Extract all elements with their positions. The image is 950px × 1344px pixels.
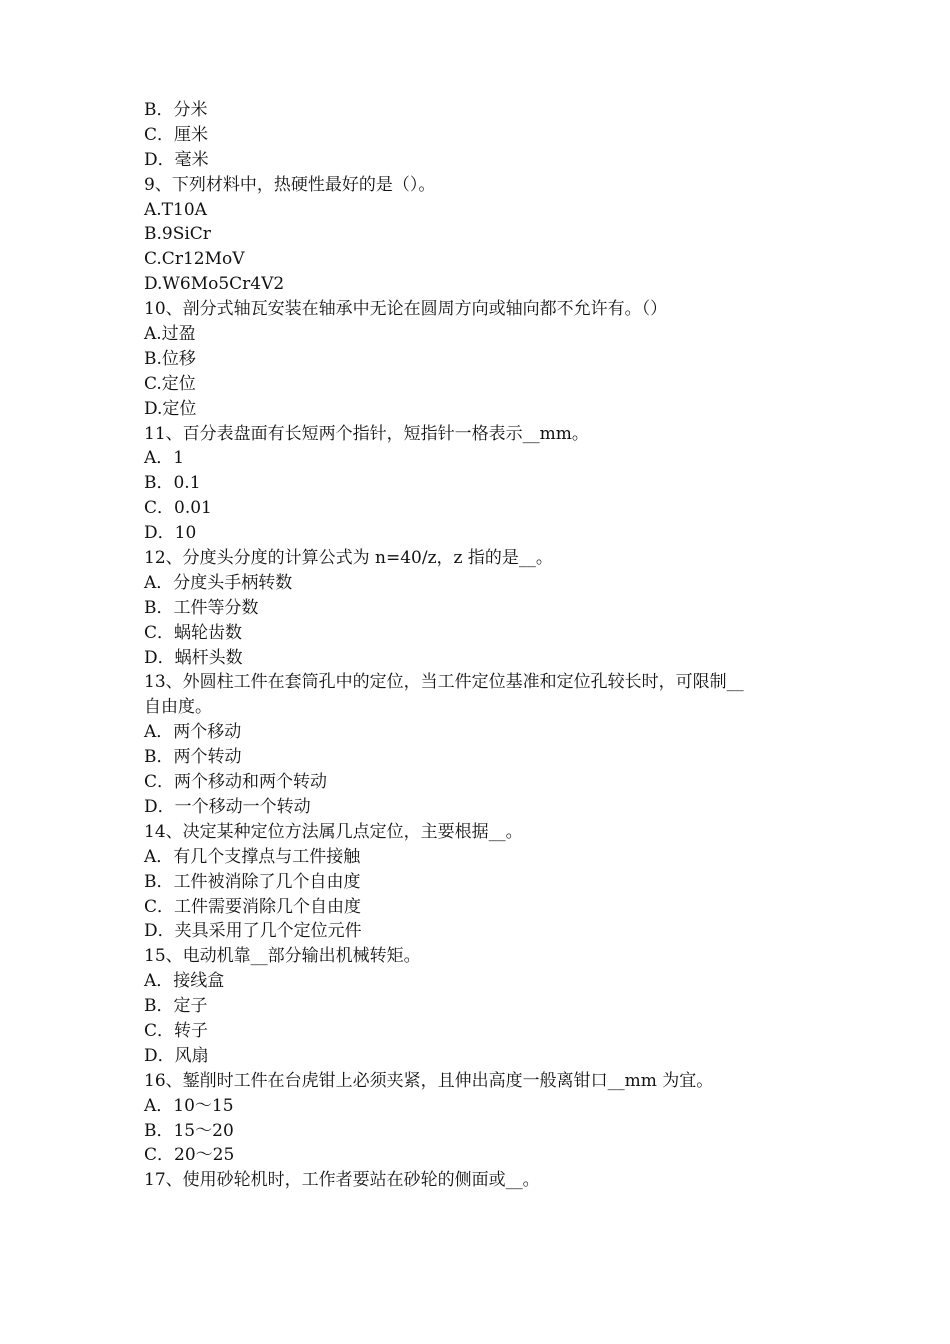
option-line: B．两个转动 xyxy=(144,747,242,768)
option-line: C.定位 xyxy=(144,373,196,394)
option-line: A.过盈 xyxy=(144,324,196,345)
question-line: 16、錾削时工件在台虎钳上必须夹紧，且伸出高度一般离钳口__mm 为宜。 xyxy=(144,1070,714,1091)
option-line: B．分米 xyxy=(144,100,208,120)
question-line: 10、剖分式轴瓦安装在轴承中无论在圆周方向或轴向都不允许有。（） xyxy=(144,299,668,320)
option-line: A．1 xyxy=(144,448,185,469)
question-line-continued: 自由度。 xyxy=(144,697,212,718)
option-line: A．10～15 xyxy=(144,1095,234,1116)
option-line: C．厘米 xyxy=(144,124,209,145)
option-line: D．10 xyxy=(144,523,197,544)
option-line: D．风扇 xyxy=(144,1045,209,1066)
option-line: B.9SiCr xyxy=(144,224,211,245)
question-line: 9、下列材料中，热硬性最好的是（）。 xyxy=(144,174,436,195)
question-line: 11、百分表盘面有长短两个指针，短指针一格表示__mm。 xyxy=(144,423,589,444)
question-line: 17、使用砂轮机时，工作者要站在砂轮的侧面或__。 xyxy=(144,1170,540,1191)
option-line: B．定子 xyxy=(144,996,208,1017)
option-line: A．接线盒 xyxy=(144,971,225,992)
option-line: B.位移 xyxy=(144,348,196,369)
option-line: C.Cr12MoV xyxy=(144,249,245,270)
option-line: D．毫米 xyxy=(144,149,209,170)
question-line: 14、决定某种定位方法属几点定位，主要根据__。 xyxy=(144,821,523,842)
option-line: D.定位 xyxy=(144,398,197,419)
option-line: A．分度头手柄转数 xyxy=(144,572,293,593)
option-line: A．两个移动 xyxy=(144,722,242,743)
option-line: B．工件被消除了几个自由度 xyxy=(144,871,361,892)
option-line: C．转子 xyxy=(144,1020,209,1041)
option-line: D．一个移动一个转动 xyxy=(144,796,311,817)
document-body xyxy=(144,98,824,1193)
question-line: 15、电动机靠__部分输出机械转矩。 xyxy=(144,946,421,967)
option-line: A.T10A xyxy=(144,199,207,220)
option-line: A．有几个支撑点与工件接触 xyxy=(144,846,361,867)
option-line: B．工件等分数 xyxy=(144,597,259,618)
option-line: D．蜗杆头数 xyxy=(144,647,243,668)
question-line: 13、外圆柱工件在套筒孔中的定位，当工件定位基准和定位孔较长时，可限制__ xyxy=(144,672,744,693)
option-line: B．15～20 xyxy=(144,1120,234,1141)
option-line: C．两个移动和两个转动 xyxy=(144,772,328,793)
option-line: D．夹具采用了几个定位元件 xyxy=(144,921,362,942)
option-line: D.W6Mo5Cr4V2 xyxy=(144,274,285,295)
question-line: 12、分度头分度的计算公式为 n=40/z，z 指的是__。 xyxy=(144,548,553,569)
option-line: B．0.1 xyxy=(144,473,201,494)
option-line: C．工件需要消除几个自由度 xyxy=(144,896,362,917)
option-line: C．20～25 xyxy=(144,1145,235,1166)
option-line: C．0.01 xyxy=(144,498,212,519)
option-line: C．蜗轮齿数 xyxy=(144,622,243,643)
